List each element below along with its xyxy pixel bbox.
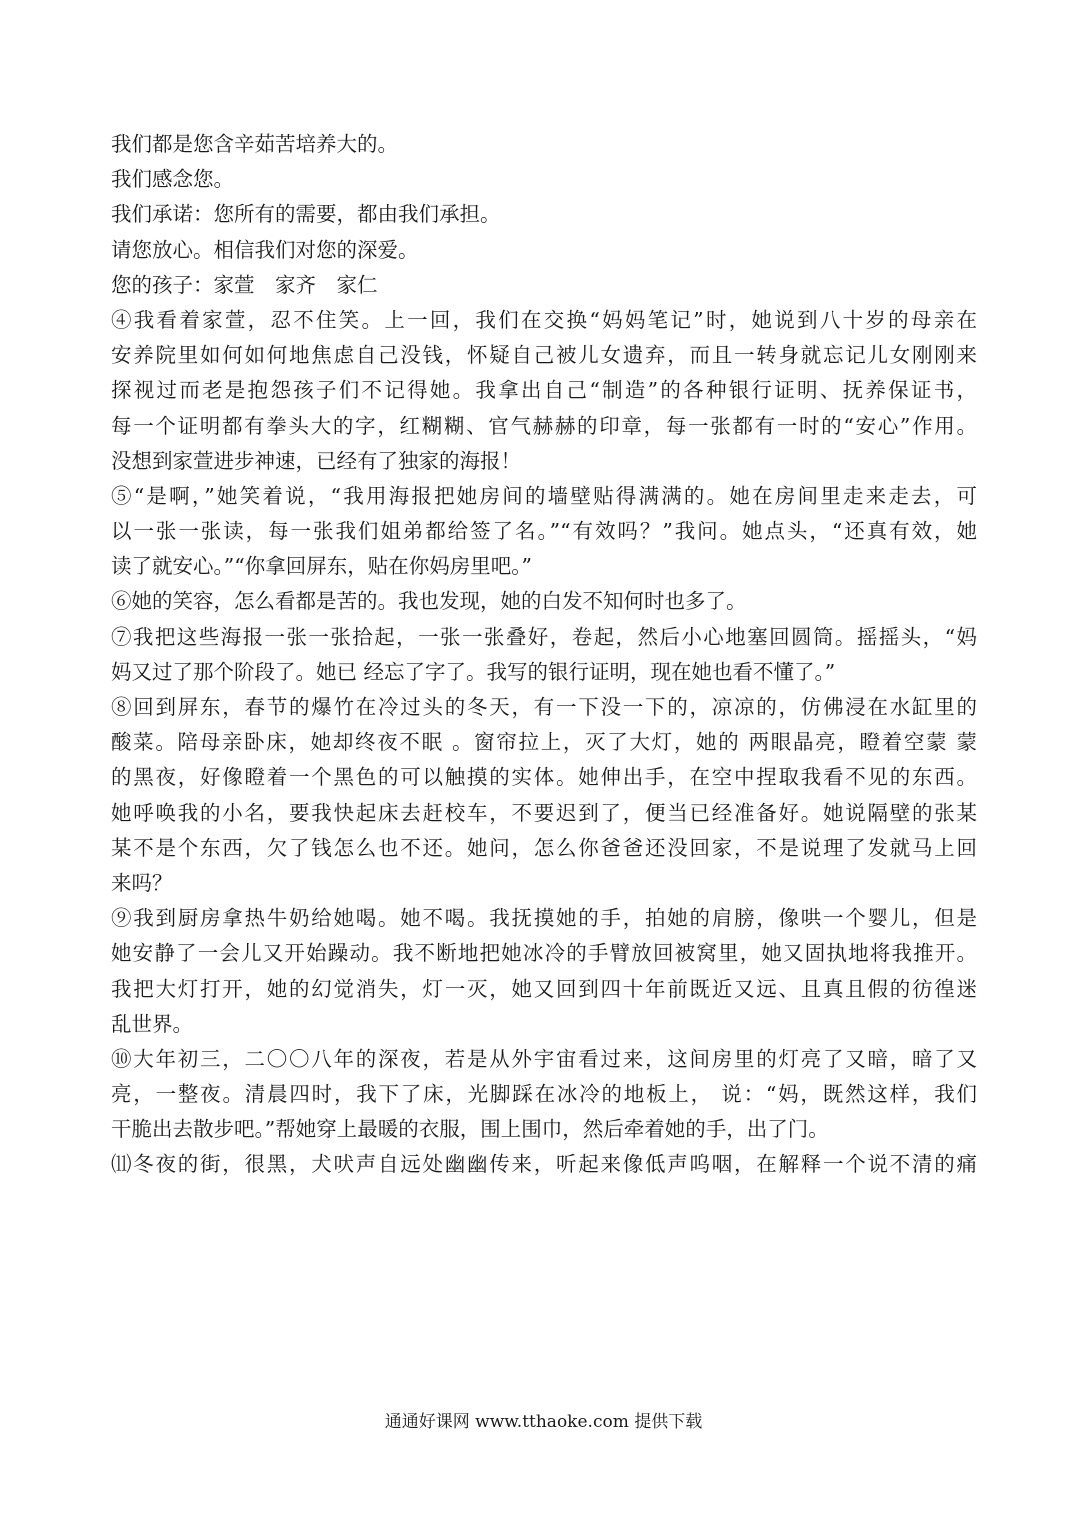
text-line: ⑾冬夜的街，很黑，犬吠声自远处幽幽传来，听起来像低声呜咽，在解释一个说不清的痛	[111, 1152, 977, 1177]
text-line: 乱世界。	[111, 1011, 193, 1036]
text-line: 亮，一整夜。清晨四时，我下了床，光脚踩在冰冷的地板上， 说：“妈，既然这样，我们	[111, 1082, 977, 1107]
text-line: ⑨我到厨房拿热牛奶给她喝。她不喝。我抚摸她的手，拍她的肩膀，像哄一个婴儿，但是	[111, 906, 977, 931]
text-line: ⑦我把这些海报一张一张拾起，一张一张叠好，卷起，然后小心地塞回圆筒。摇摇头，“妈	[111, 624, 977, 649]
text-line: 妈又过了那个阶段了。她已 经忘了字了。我写的银行证明，现在她也看不懂了。”	[111, 659, 836, 684]
text-line: 您的孩子：家萱 家齐 家仁	[111, 272, 378, 297]
text-line: ⑤“是啊，”她笑着说，“我用海报把她房间的墙壁贴得满满的。她在房间里走来走去，可	[111, 483, 977, 508]
text-line: 我们感念您。	[111, 167, 234, 192]
text-line: 每一个证明都有拳头大的字，红糊糊、官气赫赫的印章，每一张都有一时的“安心”作用。	[111, 413, 977, 438]
text-line: 我们都是您含辛茹苦培养大的。	[111, 132, 398, 156]
text-line: 干脆出去散步吧。”帮她穿上最暖的衣服，围上围巾，然后牵着她的手，出了门。	[111, 1117, 829, 1142]
text-line: 我们承诺：您所有的需要，都由我们承担。	[111, 202, 501, 227]
text-line: 读了就安心。”“你拿回屏东，贴在你妈房里吧。”	[111, 554, 532, 579]
text-line: 以一张一张读，每一张我们姐弟都给签了名。”“有效吗？”我问。她点头，“还真有效，她	[111, 519, 977, 544]
text-line: ⑧回到屏东，春节的爆竹在冷过头的冬天，有一下没一下的，凉凉的，仿佛浸在水缸里的	[111, 695, 977, 719]
text-line: 酸菜。陪母亲卧床，她却终夜不眠 。窗帘拉上，灭了大灯，她的 两眼晶亮，瞪着空蒙 蒙	[111, 730, 977, 755]
text-line: 她呼唤我的小名，要我快起床去赶校车，不要迟到了，便当已经准备好。她说隔壁的张某	[111, 800, 977, 825]
text-line: ⑩大年初三，二〇〇八年的深夜，若是从外宇宙看过来，这间房里的灯亮了又暗，暗了又	[111, 1046, 977, 1071]
text-line: 安养院里如何如何地焦虑自己没钱，怀疑自己被儿女遗弃，而且一转身就忘记儿女刚刚来	[111, 343, 977, 368]
text-line: 来吗？	[111, 870, 173, 895]
text-line: 我把大灯打开，她的幻觉消失，灯一灭，她又回到四十年前既近又远、且真且假的彷徨迷	[111, 976, 977, 1001]
text-line: 没想到家萱进步神速，已经有了独家的海报！	[111, 448, 521, 473]
text-line: 某不是个东西，欠了钱怎么也不还。她问，怎么你爸爸还没回家，不是说理了发就马上回	[111, 835, 977, 860]
text-line: ④我看着家萱，忍不住笑。上一回，我们在交换“妈妈笔记”时，她说到八十岁的母亲在	[111, 307, 977, 332]
text-line: 请您放心。相信我们对您的深爱。	[111, 237, 419, 262]
text-line: 她安静了一会儿又开始躁动。我不断地把她冰冷的手臂放回被窝里，她又固执地将我推开。	[111, 941, 977, 966]
text-line: ⑥她的笑容，怎么看都是苦的。我也发现，她的白发不知何时也多了。	[111, 589, 747, 614]
page-footer: 通通好课网 www.tthaoke.com 提供下载	[384, 1412, 703, 1432]
text-line: 的黑夜，好像瞪着一个黑色的可以触摸的实体。她伸出手，在空中捏取我看不见的东西。	[111, 765, 977, 790]
document-body	[111, 127, 977, 1183]
text-line: 探视过而老是抱怨孩子们不记得她。我拿出自己“制造”的各种银行证明、抚养保证书，	[111, 378, 977, 403]
